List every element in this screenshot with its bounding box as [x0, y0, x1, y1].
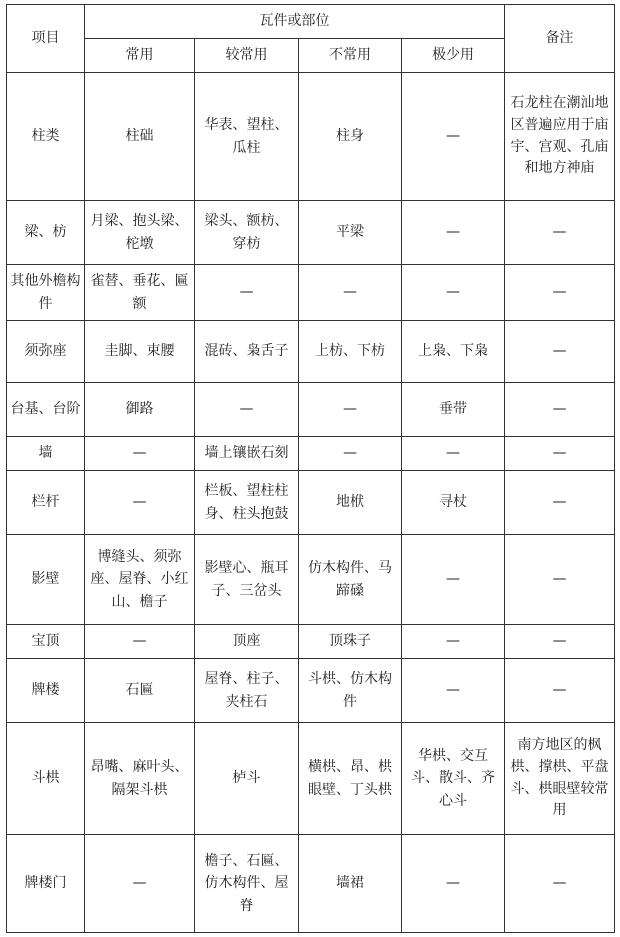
- header-fairly-common: 较常用: [195, 39, 299, 73]
- cell-rare: —: [402, 73, 505, 201]
- cell-remarks: —: [505, 625, 615, 659]
- cell-uncommon: 斗栱、仿木构件: [299, 659, 402, 723]
- cell-remarks: —: [505, 321, 615, 383]
- cell-common: —: [85, 625, 195, 659]
- cell-remarks: —: [505, 659, 615, 723]
- table-row: [7, 659, 615, 723]
- cell-uncommon: 上枋、下枋: [299, 321, 402, 383]
- row-item: 须弥座: [7, 321, 85, 383]
- cell-uncommon: —: [299, 437, 402, 471]
- table-row: [7, 471, 615, 535]
- cell-common: 石匾: [85, 659, 195, 723]
- cell-fairly-common: 栏板、望柱柱身、柱头抱鼓: [195, 471, 299, 535]
- cell-remarks: —: [505, 201, 615, 265]
- row-item: 柱类: [7, 73, 85, 201]
- cell-common: —: [85, 835, 195, 933]
- cell-uncommon: —: [299, 383, 402, 437]
- cell-fairly-common: 华表、望柱、瓜柱: [195, 73, 299, 201]
- row-item: 梁、枋: [7, 201, 85, 265]
- cell-fairly-common: —: [195, 383, 299, 437]
- cell-rare: 华栱、交互斗、散斗、齐心斗: [402, 723, 505, 835]
- header-uncommon: 不常用: [299, 39, 402, 73]
- cell-common: —: [85, 437, 195, 471]
- table-row: [7, 265, 615, 321]
- cell-common: 柱础: [85, 73, 195, 201]
- cell-remarks: —: [505, 835, 615, 933]
- table-row: [7, 723, 615, 835]
- table-row: [7, 201, 615, 265]
- cell-uncommon: 墙裙: [299, 835, 402, 933]
- cell-uncommon: 地栿: [299, 471, 402, 535]
- cell-fairly-common: 顶座: [195, 625, 299, 659]
- cell-remarks: —: [505, 383, 615, 437]
- row-item: 栏杆: [7, 471, 85, 535]
- cell-common: 博缝头、须弥座、屋脊、小红山、檐子: [85, 535, 195, 625]
- cell-uncommon: 平梁: [299, 201, 402, 265]
- cell-common: 圭脚、束腰: [85, 321, 195, 383]
- cell-common: —: [85, 471, 195, 535]
- cell-uncommon: 顶珠子: [299, 625, 402, 659]
- header-common: 常用: [85, 39, 195, 73]
- cell-common: 雀替、垂花、匾额: [85, 265, 195, 321]
- table-row: [7, 835, 615, 933]
- row-item: 墙: [7, 437, 85, 471]
- row-item: 牌楼: [7, 659, 85, 723]
- cell-uncommon: 柱身: [299, 73, 402, 201]
- cell-fairly-common: 混砖、枭舌子: [195, 321, 299, 383]
- cell-fairly-common: 影壁心、瓶耳子、三岔头: [195, 535, 299, 625]
- row-item: 其他外檐构件: [7, 265, 85, 321]
- cell-common: 御路: [85, 383, 195, 437]
- cell-fairly-common: 屋脊、柱子、夹柱石: [195, 659, 299, 723]
- cell-remarks: —: [505, 535, 615, 625]
- cell-rare: —: [402, 625, 505, 659]
- cell-common: 月梁、抱头梁、柁墩: [85, 201, 195, 265]
- cell-common: 昂嘴、麻叶头、隔架斗栱: [85, 723, 195, 835]
- row-item: 台基、台阶: [7, 383, 85, 437]
- cell-rare: 寻杖: [402, 471, 505, 535]
- cell-remarks: —: [505, 471, 615, 535]
- row-item: 斗栱: [7, 723, 85, 835]
- cell-rare: —: [402, 437, 505, 471]
- header-row: [7, 5, 615, 39]
- cell-fairly-common: 梁头、额枋、穿枋: [195, 201, 299, 265]
- cell-rare: 垂带: [402, 383, 505, 437]
- cell-rare: —: [402, 659, 505, 723]
- component-usage-table: [6, 4, 615, 933]
- cell-uncommon: 仿木构件、马蹄磉: [299, 535, 402, 625]
- row-item: 影壁: [7, 535, 85, 625]
- table-row: [7, 625, 615, 659]
- cell-uncommon: 横栱、昂、栱眼壁、丁头栱: [299, 723, 402, 835]
- cell-rare: 上枭、下枭: [402, 321, 505, 383]
- cell-uncommon: —: [299, 265, 402, 321]
- cell-remarks: 石龙柱在潮汕地区普遍应用于庙宇、宫观、孔庙和地方神庙: [505, 73, 615, 201]
- cell-remarks: —: [505, 265, 615, 321]
- cell-remarks: 南方地区的枫栱、撑栱、平盘斗、栱眼壁较常用: [505, 723, 615, 835]
- cell-fairly-common: —: [195, 265, 299, 321]
- header-rare: 极少用: [402, 39, 505, 73]
- cell-fairly-common: 栌斗: [195, 723, 299, 835]
- cell-fairly-common: 墙上镶嵌石刻: [195, 437, 299, 471]
- cell-rare: —: [402, 835, 505, 933]
- cell-rare: —: [402, 201, 505, 265]
- row-item: 宝顶: [7, 625, 85, 659]
- header-item: 项目: [7, 5, 85, 73]
- cell-fairly-common: 檐子、石匾、仿木构件、屋脊: [195, 835, 299, 933]
- table-row: [7, 437, 615, 471]
- header-component-group: 瓦件或部位: [85, 5, 505, 39]
- header-remarks: 备注: [505, 5, 615, 73]
- row-item: 牌楼门: [7, 835, 85, 933]
- cell-remarks: —: [505, 437, 615, 471]
- table-row: [7, 383, 615, 437]
- table-row: [7, 73, 615, 201]
- cell-rare: —: [402, 535, 505, 625]
- cell-rare: —: [402, 265, 505, 321]
- table-row: [7, 321, 615, 383]
- table-row: [7, 535, 615, 625]
